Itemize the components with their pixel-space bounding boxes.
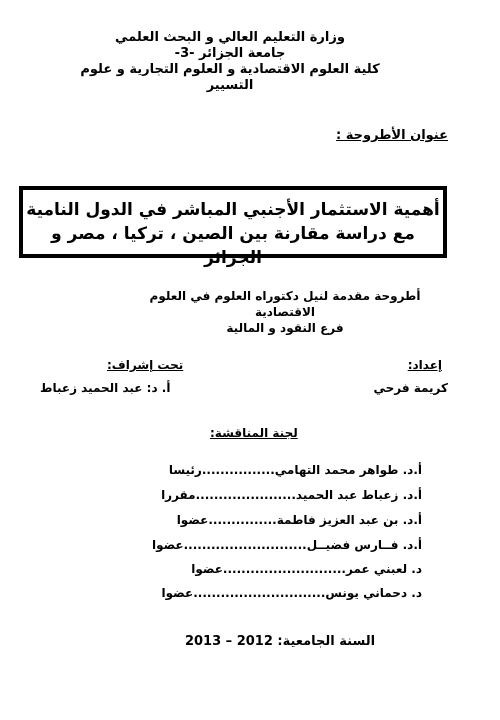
member-name: د. دحماني يونس [325,586,422,600]
thesis-title-line-2: مع دراسة مقارنة بين الصين ، تركيا ، مصر و الجزائر [51,224,415,268]
member-dots: ........................... [183,538,307,552]
thesis-title-label: عنوان الأطروحة : [336,128,448,143]
thesis-title-box [19,186,447,268]
member-dots: ........................... [222,562,346,576]
committee-member [62,537,422,553]
member-name: أ.د. طواهر محمد التهامي [274,463,422,477]
committee-member [62,512,422,528]
member-role: عضوا [176,513,209,527]
academic-year: السنة الجامعية: 2012 – 2013 [184,634,376,649]
member-name: أ.د. فــارس فضيــل [306,538,422,552]
thesis-subtitle [120,288,450,336]
member-name: د. لعبني عمر [346,562,422,576]
member-name: أ.د. بن عبد العزيز فاطمة [276,513,422,527]
member-dots: ............................. [193,586,326,600]
member-name: أ.د. زعباط عبد الحميد [295,488,422,502]
member-role: عضوا [191,562,223,576]
member-role: رئيسا [168,463,202,477]
faculty-name: كلية العلوم الاقتصادية و العلوم التجارية و علوم التسيير [80,62,380,93]
supervision-label: تحت إشراف: [107,358,184,372]
university-name: جامعة الجزائر -3- [174,46,286,61]
preparation-label: إعداد: [407,358,442,372]
specialty-line: فرع النقود و المالية [226,321,344,335]
committee-member [62,561,422,577]
degree-line: أطروحة مقدمة لنيل دكتوراه العلوم في العلوم الاقتصادية [149,289,421,319]
committee-member [62,462,422,478]
thesis-title-line-1: أهمية الاستثمار الأجنبي المباشر في الدول النامية [26,200,440,220]
member-dots: ...................... [195,488,296,502]
author-name: كريمة فرحي [373,381,448,395]
supervisor-name: أ. د: عبد الحميد زعباط [40,381,171,395]
member-dots: ............... [208,513,277,527]
committee-label: لجنة المناقشة: [210,426,298,440]
committee-member [62,585,422,601]
ministry-name: وزارة التعليم العالي و البحث العلمي [115,30,345,45]
member-role: عضوا [151,538,184,552]
member-dots: ................ [201,463,275,477]
committee-member [62,487,422,503]
institution-header [60,30,400,94]
member-role: مقررا [161,488,196,502]
member-role: عضوا [161,586,194,600]
